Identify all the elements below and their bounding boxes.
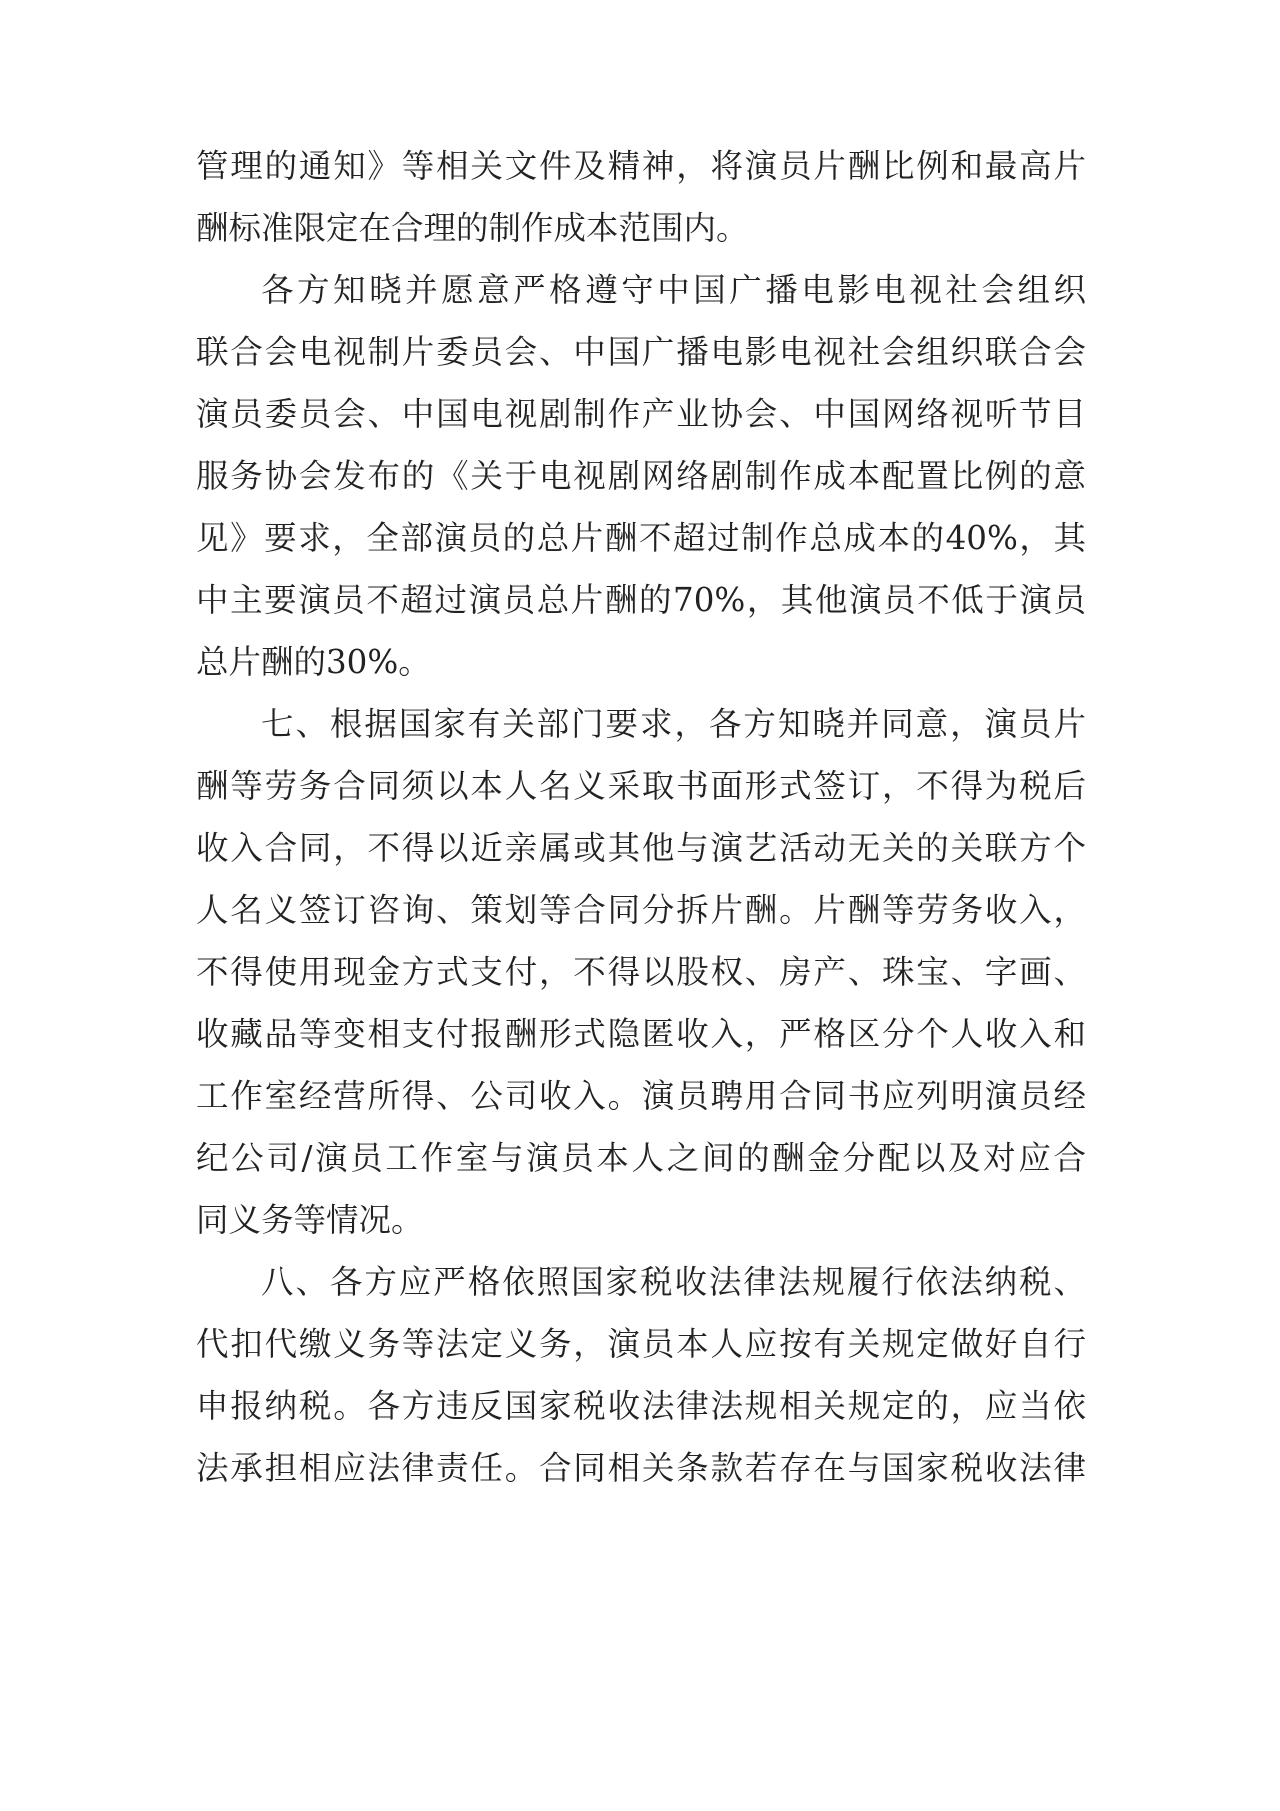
text-line: 酬标准限定在合理的制作成本范围内。 (196, 209, 749, 247)
text-line: 联合会电视制片委员会、中国广播电影电视社会组织联合会 (196, 333, 1086, 371)
text-line: 不得使用现金方式支付，不得以股权、房产、珠宝、字画、 (196, 953, 1086, 991)
text-line: 八、各方应严格依照国家税收法律法规履行依法纳税、 (261, 1263, 1086, 1301)
text-line: 管理的通知》等相关文件及精神，将演员片酬比例和最高片 (196, 147, 1086, 185)
text-line: 申报纳税。各方违反国家税收法律法规相关规定的，应当依 (196, 1387, 1086, 1425)
text-line: 同义务等情况。 (196, 1201, 424, 1239)
text-line: 服务协会发布的《关于电视剧网络剧制作成本配置比例的意 (196, 457, 1086, 495)
text-line: 人名义签订咨询、策划等合同分拆片酬。片酬等劳务收入， (196, 891, 1086, 929)
text-line: 收入合同，不得以近亲属或其他与演艺活动无关的关联方个 (196, 829, 1086, 867)
text-line: 纪公司/演员工作室与演员本人之间的酬金分配以及对应合 (196, 1139, 1086, 1177)
text-line: 总片酬的30%。 (196, 643, 431, 681)
text-line: 中主要演员不超过演员总片酬的70%，其他演员不低于演员 (196, 581, 1086, 619)
text-line: 法承担相应法律责任。合同相关条款若存在与国家税收法律 (196, 1449, 1086, 1487)
text-line: 各方知晓并愿意严格遵守中国广播电影电视社会组织 (261, 271, 1086, 309)
text-line: 收藏品等变相支付报酬形式隐匿收入，严格区分个人收入和 (196, 1015, 1086, 1053)
text-line: 工作室经营所得、公司收入。演员聘用合同书应列明演员经 (196, 1077, 1086, 1115)
text-line: 七、根据国家有关部门要求，各方知晓并同意，演员片 (261, 705, 1086, 743)
text-line: 代扣代缴义务等法定义务，演员本人应按有关规定做好自行 (196, 1325, 1086, 1363)
text-line: 演员委员会、中国电视剧制作产业协会、中国网络视听节目 (196, 395, 1086, 433)
text-line: 酬等劳务合同须以本人名义采取书面形式签订，不得为税后 (196, 767, 1086, 805)
text-line: 见》要求，全部演员的总片酬不超过制作总成本的40%，其 (196, 519, 1086, 557)
